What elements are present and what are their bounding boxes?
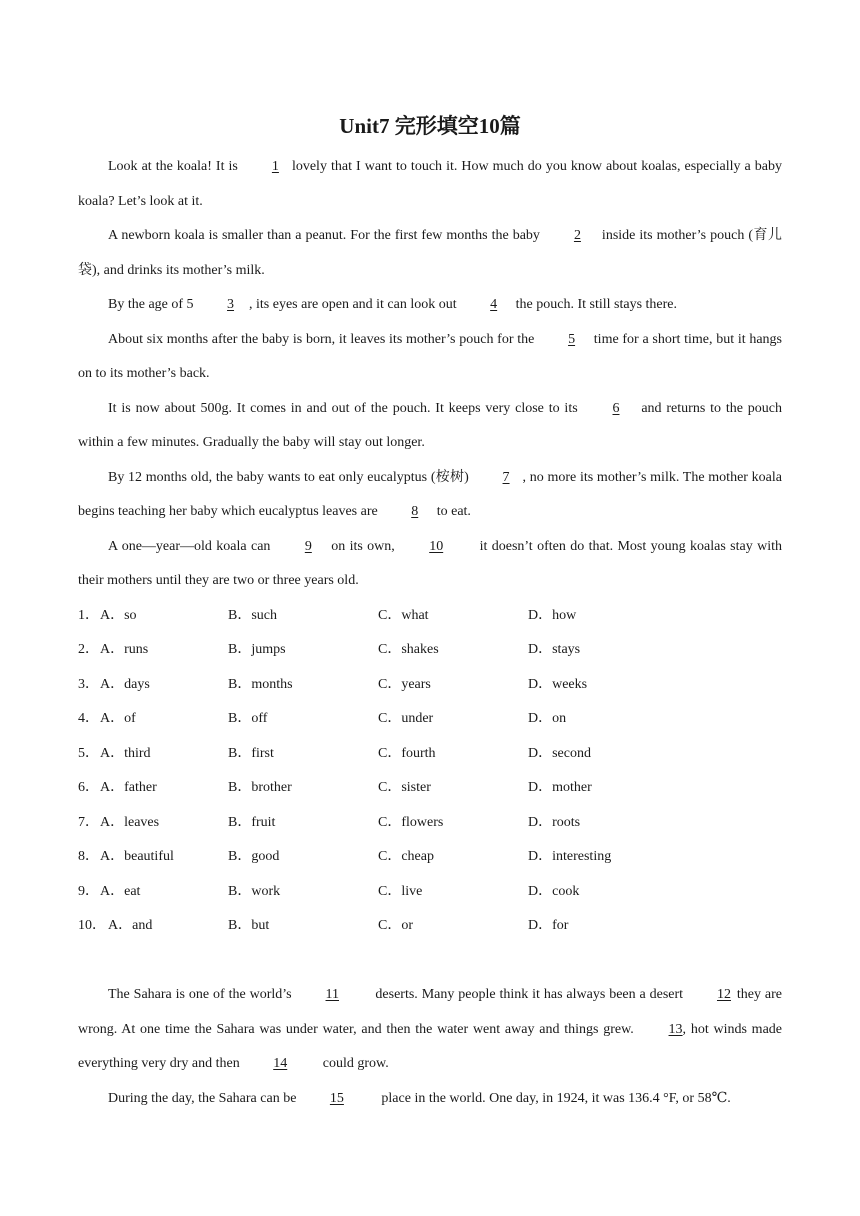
passage2-paragraph-2: [78, 1082, 782, 1117]
text: it doesn’t often do that. Most young koalas stay with their mothers until they are two or three years old.: [78, 538, 782, 588]
option-a: A．eat: [100, 883, 141, 899]
question-number: 3．: [78, 676, 99, 692]
option-d: D．stays: [528, 642, 581, 657]
text: on its own,: [326, 538, 400, 554]
text: About six months after the baby is born, it leaves its mother’s pouch for the: [108, 331, 539, 347]
page-title: Unit7 完形填空10篇: [339, 114, 521, 138]
blank-7: 7: [502, 469, 510, 485]
option-a: A．days: [100, 676, 150, 692]
section-spacer: [78, 944, 782, 979]
option-row: [78, 633, 782, 668]
option-c: C．under: [378, 711, 434, 726]
question-number: 10．: [78, 918, 106, 933]
option-b: B．brother: [228, 780, 292, 795]
question-number: 4．: [78, 711, 99, 726]
blank-14: 14: [273, 1056, 288, 1071]
option-row: [78, 806, 782, 841]
option-row: [78, 737, 782, 772]
option-b: B．work: [228, 883, 281, 899]
option-a: A．of: [100, 711, 136, 726]
option-a: A．and: [108, 918, 153, 933]
blank-8: 8: [411, 504, 419, 519]
text: time for a short time, but it hangs on to its mother’s back.: [78, 331, 783, 381]
document-body: [78, 150, 782, 1116]
blank-12: 12: [716, 987, 731, 1002]
text: During the day, the Sahara can be: [108, 1090, 300, 1106]
option-d: D．weeks: [528, 676, 588, 692]
blank-10: 10: [429, 538, 444, 554]
question-number: 9．: [78, 883, 99, 899]
option-row: [78, 599, 782, 634]
option-b: B．but: [228, 918, 270, 933]
text: , hot winds made everything very dry and then: [78, 1021, 783, 1071]
option-row: [78, 909, 782, 944]
text: inside its mother’s pouch (育儿袋), and drinks its mother’s milk.: [78, 228, 782, 278]
option-b: B．months: [228, 676, 293, 692]
passage1-paragraph-1: [78, 150, 782, 219]
blank-2: 2: [573, 228, 581, 243]
option-c: C．live: [378, 883, 423, 899]
text: It is now about 500g. It comes in and out of the pouch. It keeps very close to its: [108, 400, 583, 416]
text: the pouch. It still stays there.: [512, 297, 677, 312]
passage1-paragraph-2: [78, 219, 782, 288]
question-number: 6．: [78, 780, 99, 795]
text: place in the world. One day, in 1924, it was 136.4 °F, or 58℃.: [377, 1090, 731, 1106]
text: to eat.: [433, 504, 471, 519]
blank-5: 5: [568, 331, 576, 347]
option-d: D．mother: [528, 780, 592, 795]
option-row: [78, 702, 782, 737]
passage1-paragraph-6: [78, 461, 782, 530]
question-number: 7．: [78, 814, 99, 830]
text: could grow.: [319, 1056, 389, 1071]
text: lovely that I want to touch it. How much do you know about koalas, especially a baby koala? Let’s look at it.: [78, 159, 782, 209]
text: A one—year—old koala can: [108, 538, 275, 554]
passage1-paragraph-5: [78, 392, 782, 461]
blank-1: 1: [271, 159, 279, 174]
blank-4: 4: [490, 297, 498, 312]
text: and returns to the pouch within a few minutes. Gradually the baby will stay out longer.: [78, 400, 782, 450]
option-c: C．sister: [378, 780, 431, 795]
option-d: D．on: [528, 711, 567, 726]
option-b: B．off: [228, 711, 268, 726]
option-row: [78, 840, 782, 875]
question-number: 2．: [78, 642, 99, 657]
option-a: A．third: [100, 745, 151, 761]
blank-3: 3: [227, 297, 235, 312]
blank-9: 9: [304, 538, 312, 554]
option-d: D．second: [528, 745, 591, 761]
option-c: C．years: [378, 676, 431, 692]
option-c: C．fourth: [378, 745, 436, 761]
option-a: A．leaves: [100, 814, 160, 830]
passage2-paragraph-1: [78, 978, 782, 1082]
blank-6: 6: [612, 400, 620, 416]
option-c: C．shakes: [378, 642, 439, 657]
option-a: A．runs: [100, 642, 149, 657]
option-c: C．what: [378, 607, 429, 623]
blank-11: 11: [325, 987, 339, 1002]
blank-13: 13: [668, 1021, 683, 1037]
options-list: [78, 599, 782, 944]
text: By the age of 5: [108, 297, 198, 312]
option-row: [78, 875, 782, 910]
option-b: B．fruit: [228, 814, 276, 830]
option-d: D．interesting: [528, 849, 612, 864]
option-b: B．first: [228, 745, 274, 761]
text: , no more its mother’s milk. The mother koala begins teaching her baby which eucalyptus leaves are: [78, 469, 782, 519]
option-row: [78, 668, 782, 703]
text: A newborn koala is smaller than a peanut. For the first few months the baby: [108, 228, 544, 243]
option-c: C．or: [378, 918, 413, 933]
option-c: C．cheap: [378, 849, 434, 864]
question-number: 5．: [78, 745, 99, 761]
option-b: B．jumps: [228, 642, 286, 657]
option-d: D．how: [528, 607, 577, 623]
text: By 12 months old, the baby wants to eat only eucalyptus (桉树): [108, 469, 473, 485]
option-b: B．such: [228, 607, 277, 623]
text: they are wrong. At one time the Sahara was under water, and then the water went away and things grew.: [78, 987, 782, 1037]
option-a: A．father: [100, 780, 157, 795]
option-a: A．beautiful: [100, 849, 174, 864]
blank-15: 15: [329, 1090, 344, 1106]
option-c: C．flowers: [378, 814, 444, 830]
option-a: A．so: [100, 607, 137, 623]
passage1-paragraph-4: [78, 323, 782, 392]
text: Look at the koala! It is: [108, 159, 242, 174]
passage1-paragraph-3: [78, 288, 782, 323]
text: The Sahara is one of the world’s: [108, 987, 296, 1002]
option-b: B．good: [228, 849, 280, 864]
text: deserts. Many people think it has always been a desert: [371, 987, 687, 1002]
text: , its eyes are open and it can look out: [249, 297, 461, 312]
option-d: D．roots: [528, 814, 581, 830]
option-d: D．cook: [528, 883, 580, 899]
option-d: D．for: [528, 918, 569, 933]
passage1-paragraph-7: [78, 530, 782, 599]
question-number: 1．: [78, 607, 99, 623]
question-number: 8．: [78, 849, 99, 864]
option-row: [78, 771, 782, 806]
